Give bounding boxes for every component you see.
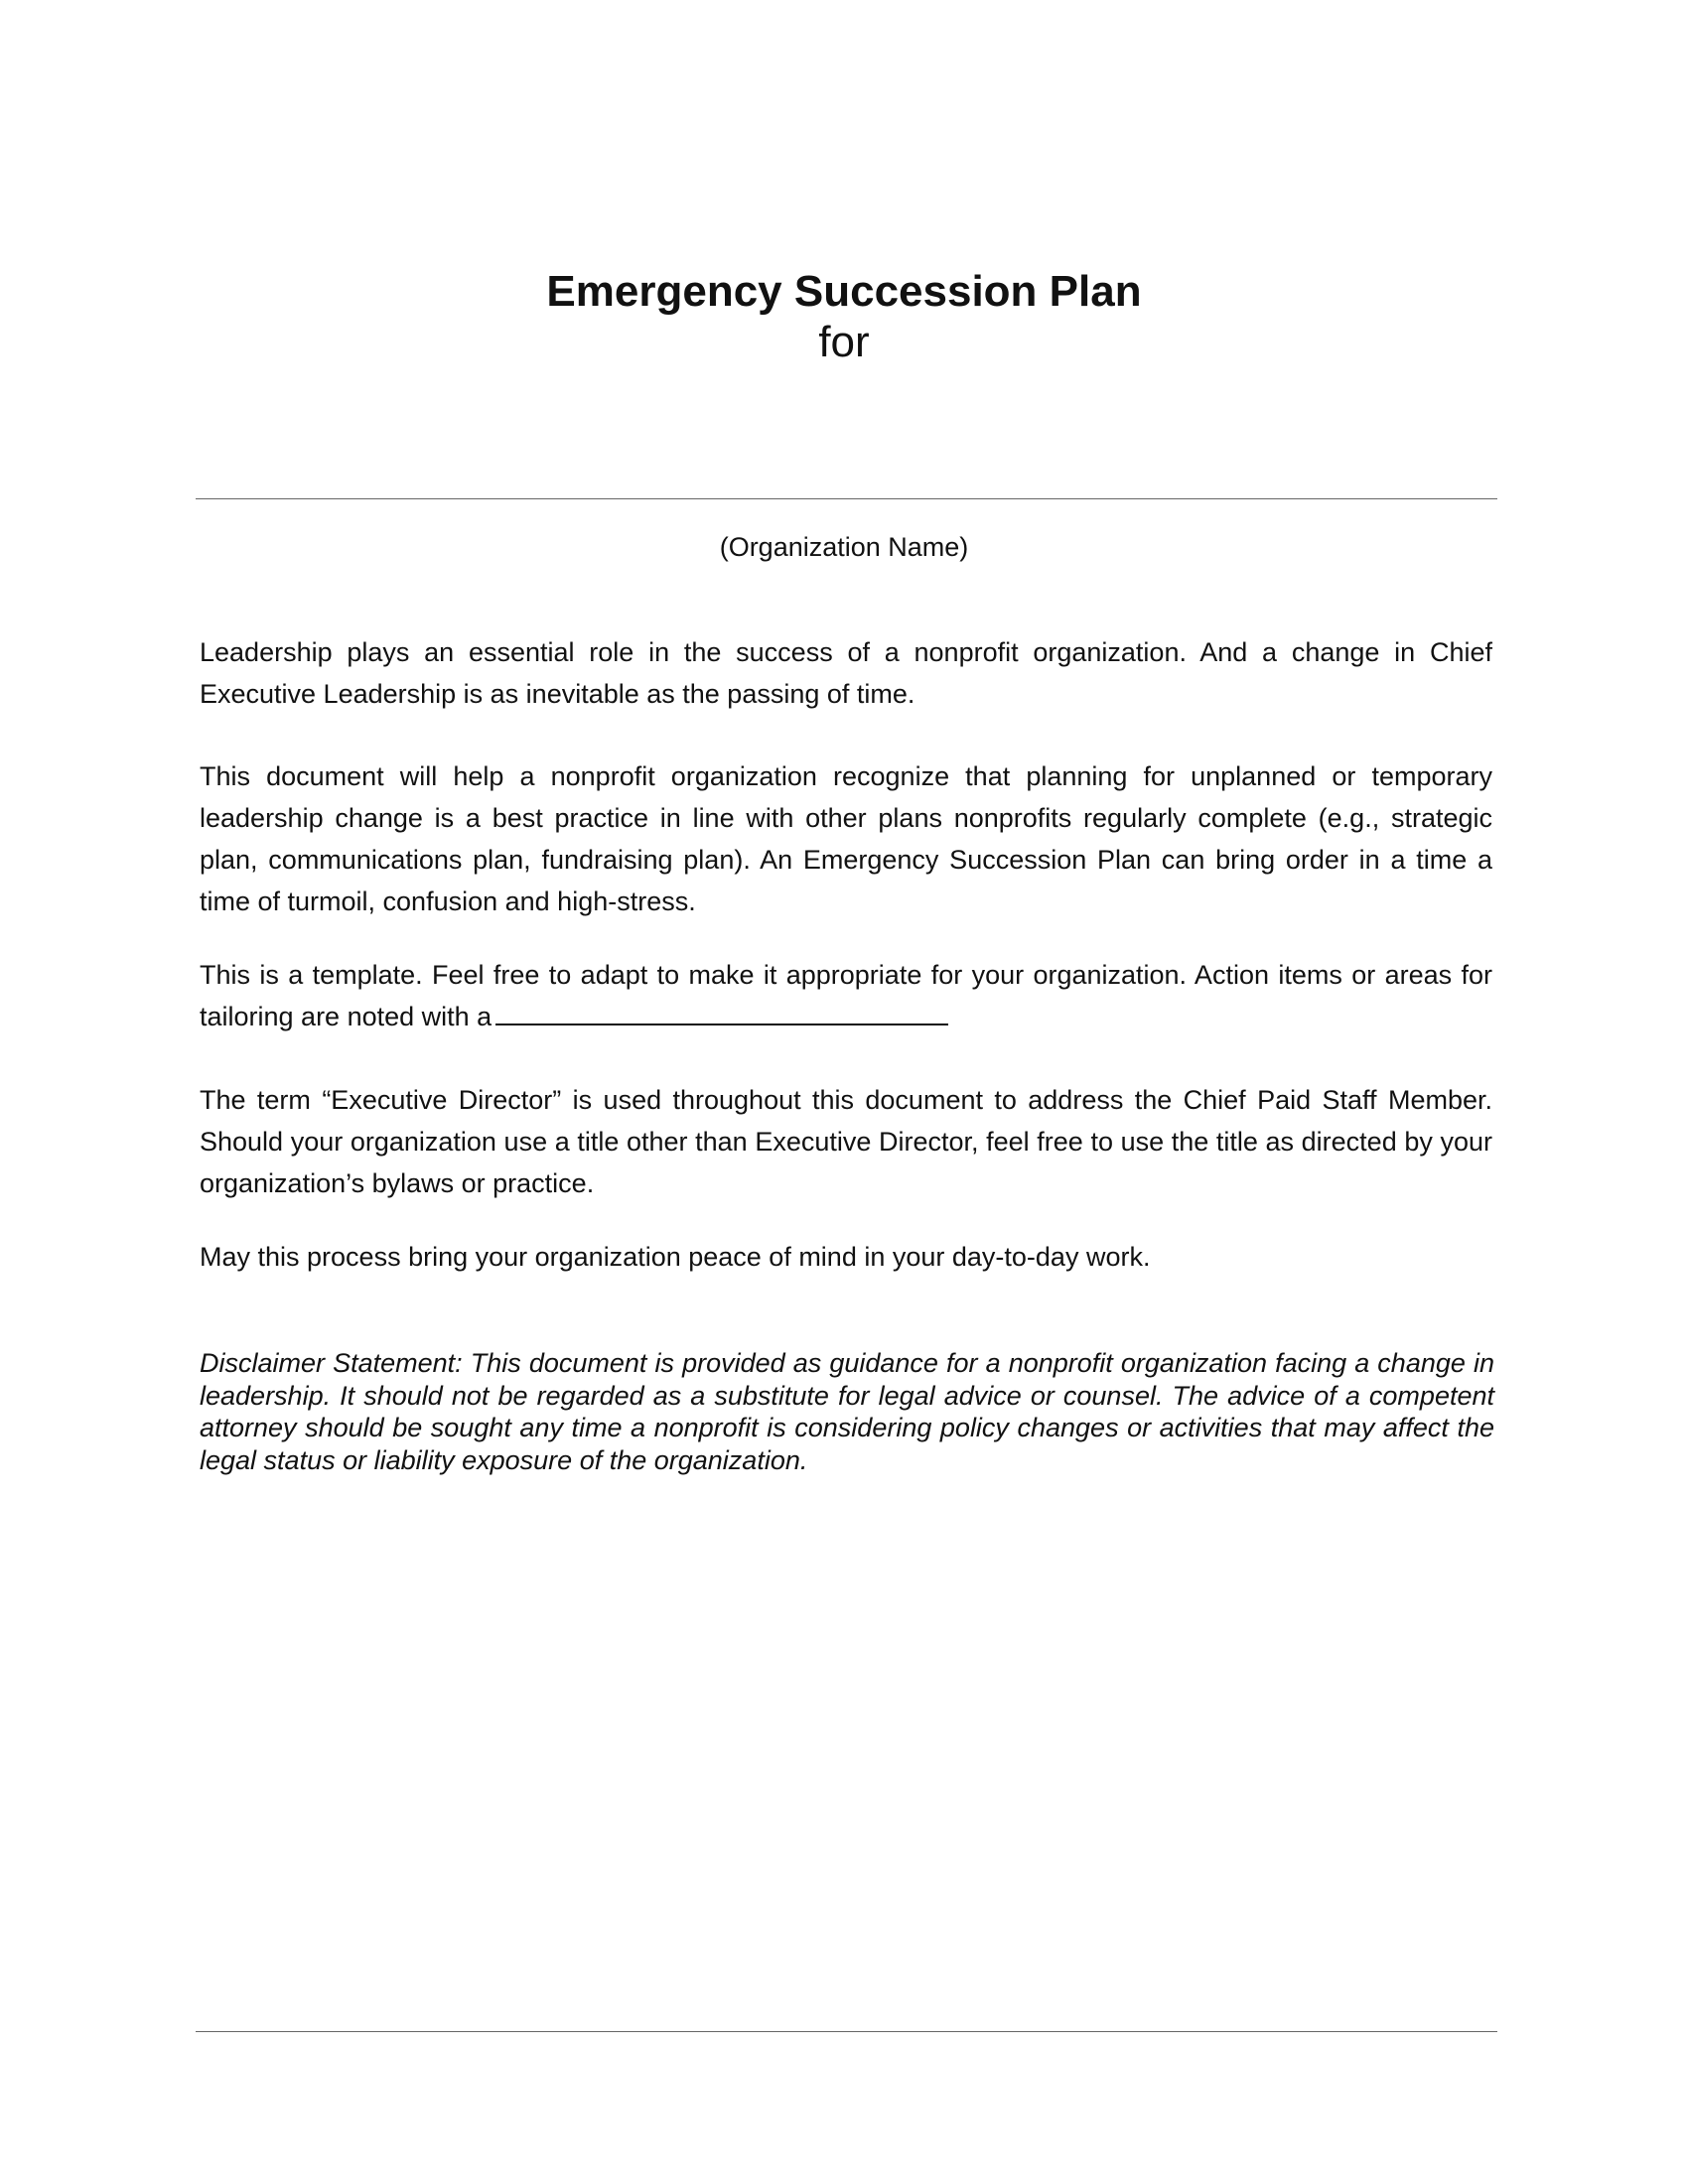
disclaimer-statement: Disclaimer Statement: This document is provided as guidance for a nonprofit organization facing a change in leadership. It should not be regarded as a substitute for legal advice or counsel. The advice of a competent attorney should be sought any time a nonprofit is considering policy changes or activities that may affect the legal status or liability exposure of the organization. [200, 1348, 1494, 1475]
paragraph-leadership: Leadership plays an essential role in the success of a nonprofit organization. And a change in Chief Executive Leadership is as inevitable as the passing of time. [200, 637, 1492, 709]
paragraph-template-note [200, 954, 1492, 1037]
paragraph-peace-of-mind: May this process bring your organization peace of mind in your day-to-day work. [200, 1242, 1151, 1272]
document-subtitle: for [818, 318, 870, 366]
top-divider [196, 498, 1497, 499]
paragraph-document-purpose: This document will help a nonprofit organization recognize that planning for unplanned or temporary leadership change is a best practice in line with other plans nonprofits regularly complete (e.g., strategic plan, communications plan, fundraising plan). An Emergency Succession Plan can bring order in a time a time of turmoil, confusion and high-stress. [200, 761, 1492, 916]
organization-name-placeholder: (Organization Name) [719, 532, 969, 562]
paragraph-executive-director-term: The term “Executive Director” is used throughout this document to address the Chief Paid Staff Member. Should your organization use a title other than Executive Director, feel free to use the title as directed by your organization’s bylaws or practice. [200, 1085, 1492, 1198]
title-block [0, 266, 1688, 367]
tailoring-blank-line [495, 998, 948, 1025]
bottom-divider [196, 2031, 1497, 2032]
document-title: Emergency Succession Plan [546, 267, 1142, 316]
template-note-text: This is a template. Feel free to adapt to make it appropriate for your organization. Action items or areas for tailoring are noted with a [200, 960, 1492, 1031]
